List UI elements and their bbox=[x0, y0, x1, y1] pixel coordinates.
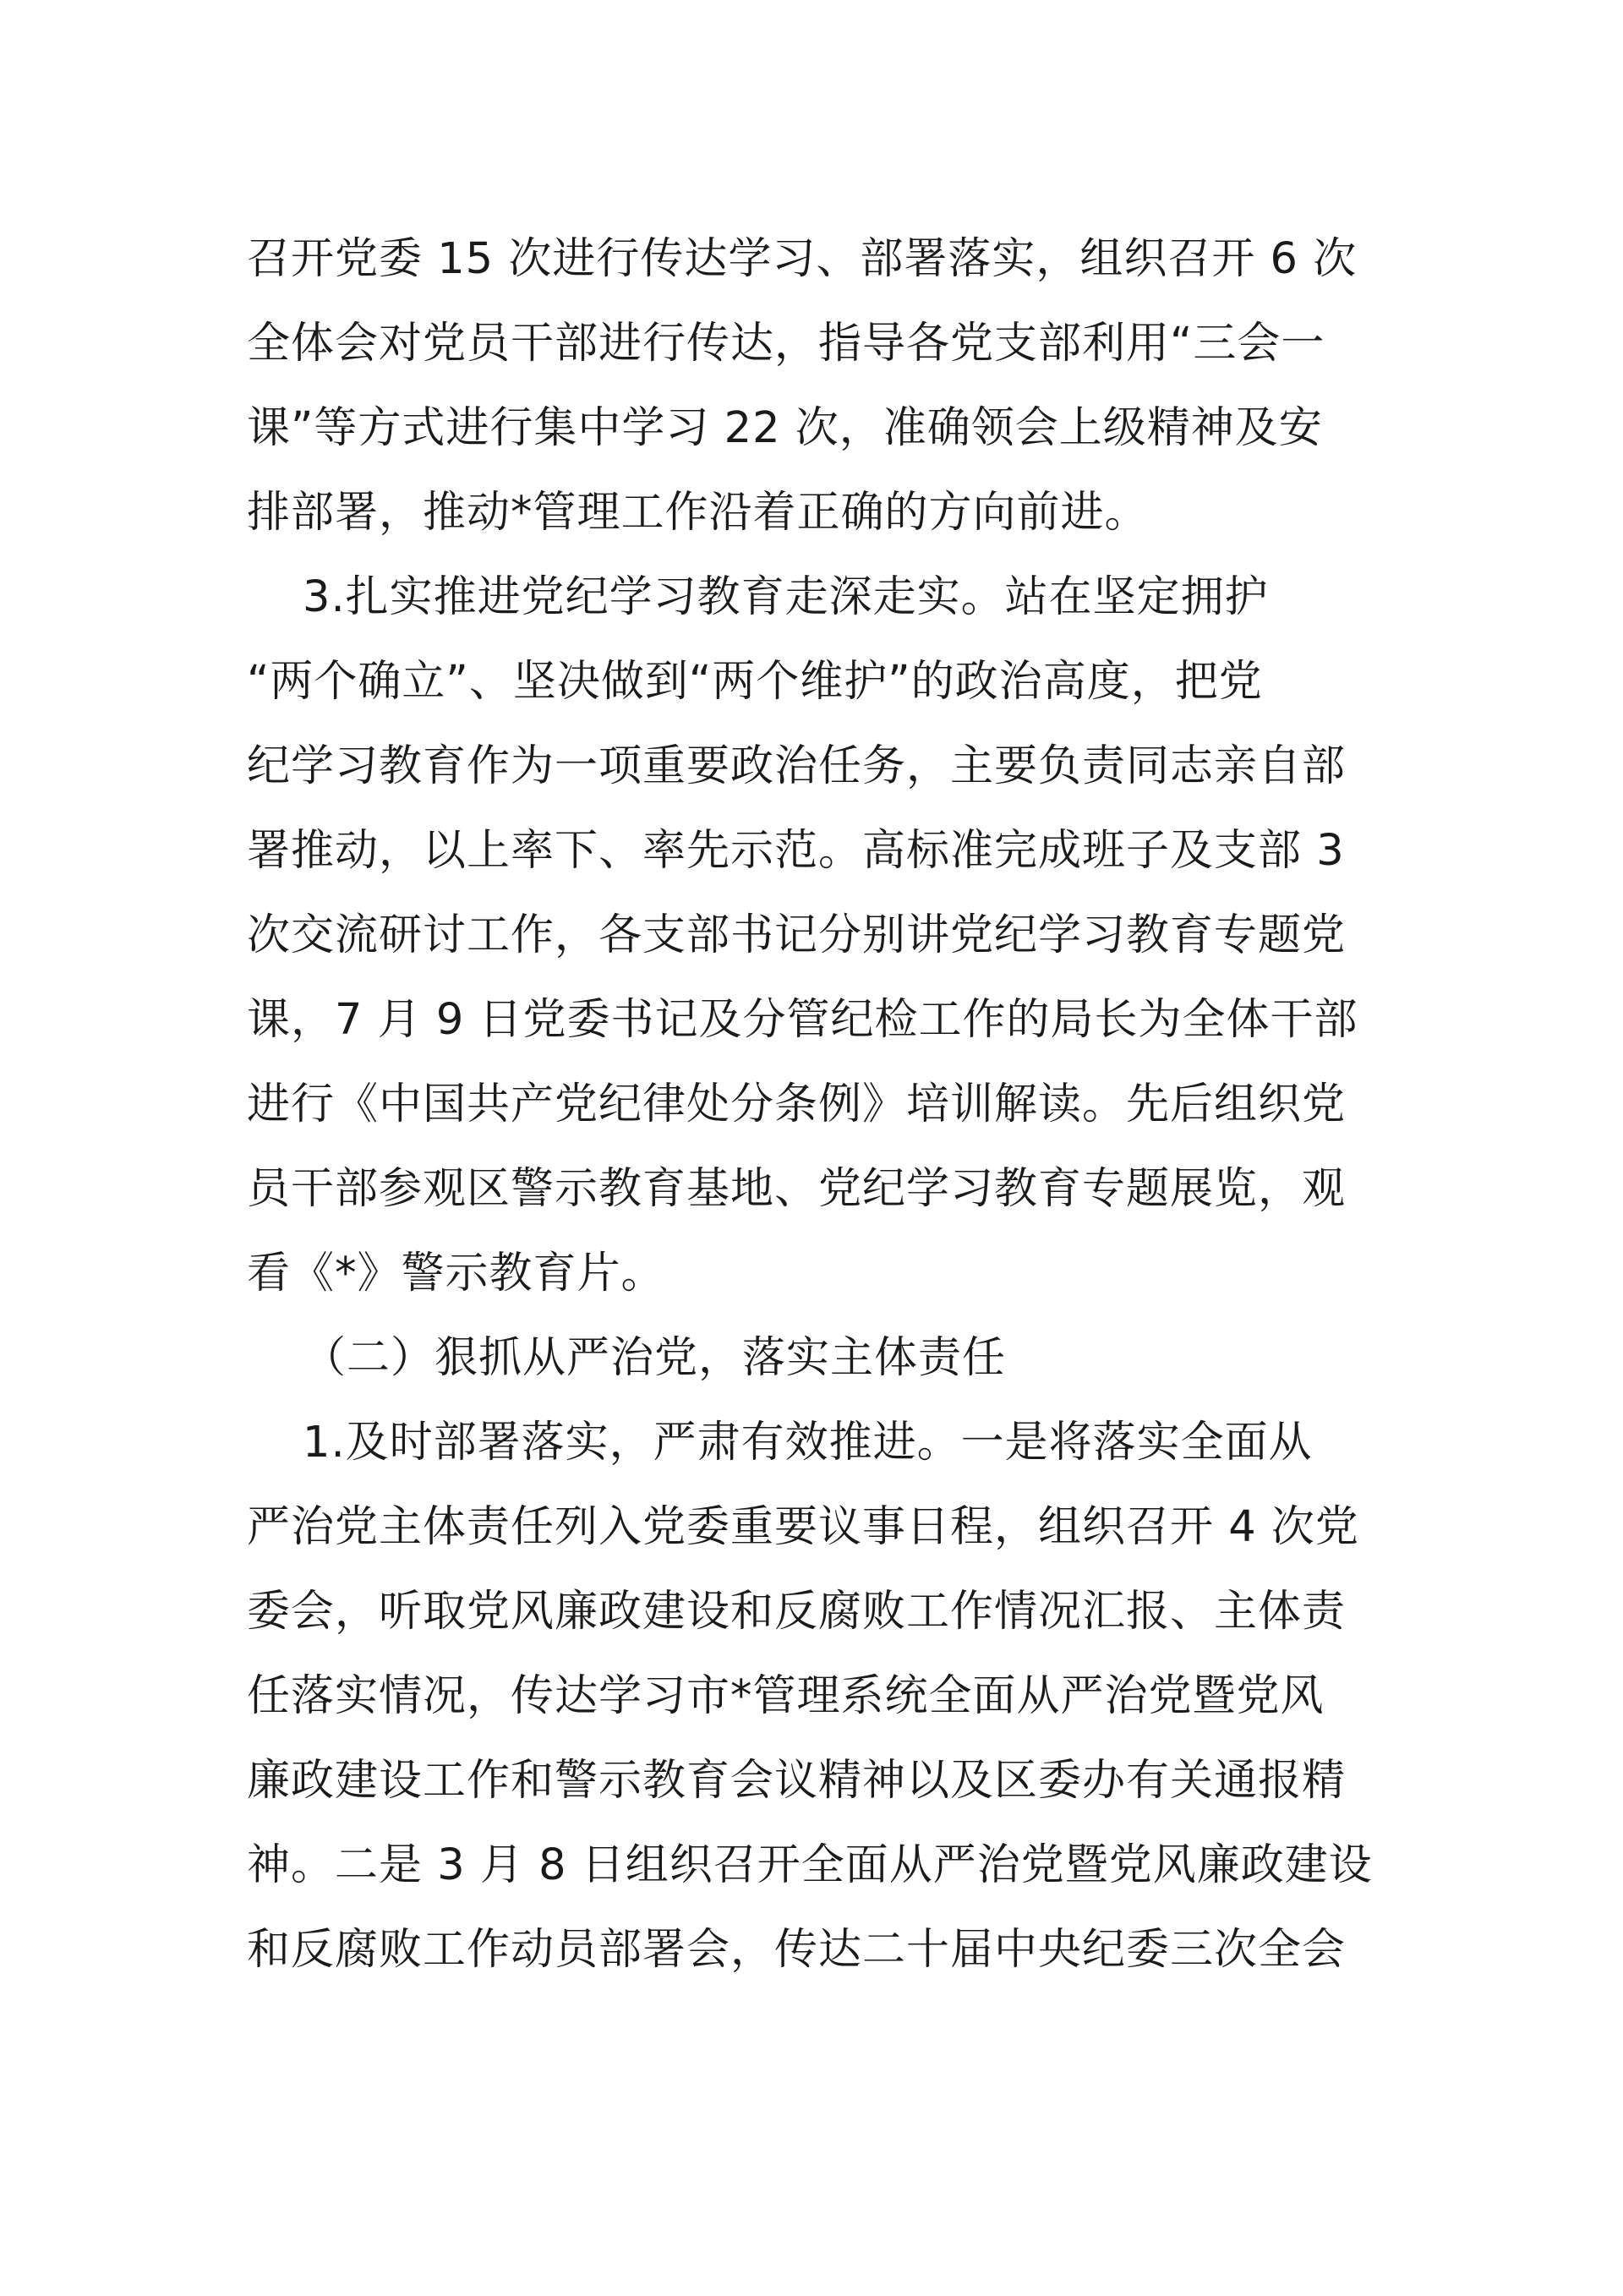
text-line: 纪学习教育作为一项重要政治任务，主要负责同志亲自部 bbox=[247, 741, 1347, 791]
text-line: 神。二是 3 月 8 日组织召开全面从严治党暨党风廉政建设 bbox=[247, 1840, 1373, 1890]
text-line: 委会，听取党风廉政建设和反腐败工作情况汇报、主体责 bbox=[247, 1587, 1347, 1637]
text-line: 次交流研讨工作，各支部书记分别讲党纪学习教育专题党 bbox=[247, 910, 1347, 960]
text-line: 全体会对党员干部进行传达，指导各党支部利用“三会一 bbox=[247, 319, 1325, 369]
text-line: 廉政建设工作和警示教育会议精神以及区委办有关通报精 bbox=[247, 1756, 1347, 1806]
text-line: 课”等方式进行集中学习 22 次，准确领会上级精神及安 bbox=[247, 403, 1323, 453]
paragraph-heading: 1.及时部署落实，严肃有效推进。一是将落实全面从 bbox=[303, 1418, 1313, 1468]
text-line: 看《*》警示教育片。 bbox=[247, 1249, 665, 1298]
text-line: 严治党主体责任列入党委重要议事日程，组织召开 4 次党 bbox=[247, 1502, 1359, 1552]
text-line: 排部署，推动*管理工作沿着正确的方向前进。 bbox=[247, 488, 1149, 538]
paragraph-heading: 3.扎实推进党纪学习教育走深走实。站在坚定拥护 bbox=[303, 572, 1269, 622]
text-line: 和反腐败工作动员部署会，传达二十届中央纪委三次全会 bbox=[247, 1925, 1347, 1975]
text-line: 进行《中国共产党纪律处分条例》培训解读。先后组织党 bbox=[247, 1080, 1347, 1129]
text-line: 员干部参观区警示教育基地、党纪学习教育专题展览，观 bbox=[247, 1164, 1347, 1214]
text-line: 课，7 月 9 日党委书记及分管纪检工作的局长为全体干部 bbox=[247, 995, 1358, 1045]
text-line: 召开党委 15 次进行传达学习、部署落实，组织召开 6 次 bbox=[247, 234, 1358, 284]
section-heading: （二）狠抓从严治党，落实主体责任 bbox=[303, 1333, 1007, 1383]
text-line: “两个确立”、坚决做到“两个维护”的政治高度，把党 bbox=[247, 657, 1263, 707]
text-line: 任落实情况，传达学习市*管理系统全面从严治党暨党风 bbox=[247, 1671, 1325, 1721]
text-line: 署推动，以上率下、率先示范。高标准完成班子及支部 3 bbox=[247, 826, 1345, 876]
